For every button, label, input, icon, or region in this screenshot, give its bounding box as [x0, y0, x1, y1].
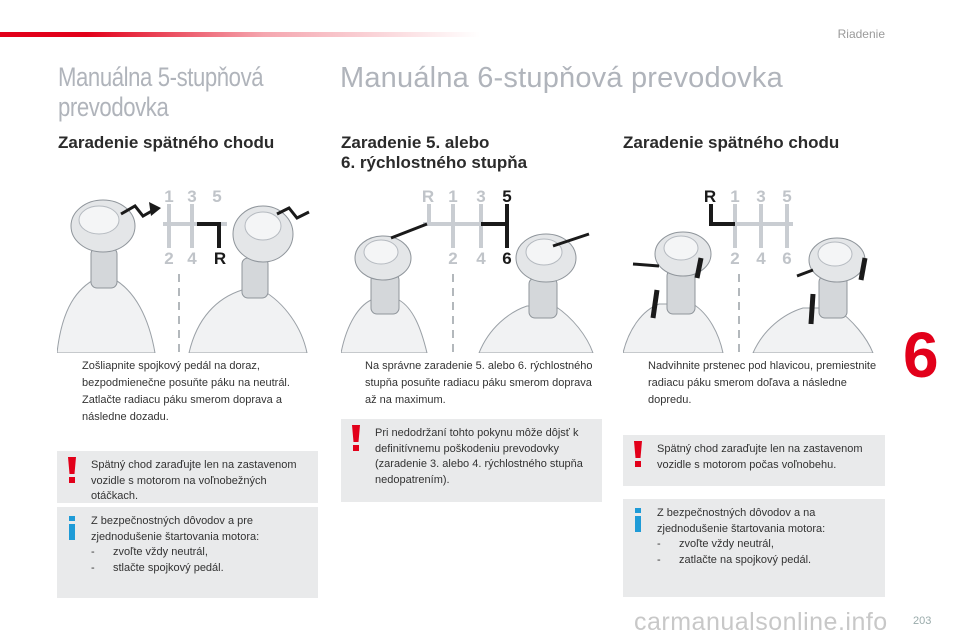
- gear-label: 4: [187, 249, 197, 268]
- warning-text: Pri nedodržaní tohto pokynu môže dôjsť k definitívnemu poškodeniu prevodovky (zaradenie 3. alebo 4. rýchlostného stupňa nedopatrením).: [375, 427, 583, 486]
- gear-diagram-6speed-reverse: [623, 178, 885, 353]
- chapter-tab[interactable]: [897, 318, 960, 392]
- heading-5th-6th-line2: 6. rýchlostného stupňa: [341, 153, 528, 172]
- instructions-5th-6th: [343, 358, 605, 409]
- warning-box: [623, 435, 885, 486]
- instruction-item: [60, 358, 322, 392]
- gear-label-5: 5: [502, 187, 512, 206]
- instruction-text: Zošliapnite spojkový pedál na doraz, bezpodmienečne posuňte páku na neutrál.: [82, 360, 290, 389]
- title-5-speed-line1: Manuálna 5-stupňová: [58, 62, 264, 92]
- dash-mark: -: [91, 546, 95, 558]
- title-6-speed: Manuálna 6-stupňová prevodovka: [340, 62, 783, 94]
- gear-label: 2: [164, 249, 174, 268]
- watermark: carmanualsonline.info: [634, 608, 888, 636]
- gear-label: R: [421, 187, 435, 206]
- title-5-speed-line2: prevodovka: [58, 92, 169, 122]
- info-list-item: [91, 561, 310, 577]
- illustration-reverse-5speed: [57, 178, 319, 353]
- info-list-text: stlačte spojkový pedál.: [113, 561, 224, 574]
- gear-label: 2: [730, 249, 740, 268]
- gear-label: 5: [212, 187, 222, 206]
- title-5-speed: [58, 62, 279, 122]
- info-intro: Z bezpečnostných dôvodov a pre zjednodušenie štartovania motora:: [91, 515, 260, 543]
- gear-label: 2: [448, 249, 458, 268]
- top-accent-bar: [0, 32, 480, 37]
- warning-icon: [632, 441, 644, 467]
- heading-reverse-5speed: Zaradenie spätného chodu: [58, 133, 275, 152]
- info-content: [91, 514, 310, 576]
- gear-label: 4: [756, 249, 766, 268]
- info-box: [623, 499, 885, 597]
- info-box: [57, 507, 318, 598]
- instruction-text: Zatlačte radiacu páku smerom doprava a následne dozadu.: [82, 394, 282, 423]
- warning-box: [57, 451, 318, 503]
- illustration-reverse-6speed: [623, 178, 885, 353]
- gear-label: 5: [782, 187, 792, 206]
- page-number: 203: [913, 615, 932, 627]
- dash-mark: -: [657, 538, 661, 550]
- gear-diagram-5speed: [57, 178, 319, 353]
- info-icon: [633, 508, 643, 532]
- gear-label-reverse: R: [213, 249, 227, 268]
- warning-text: Spätný chod zaraďujte len na zastavenom vozidle s motorom počas voľnobehu.: [657, 443, 863, 471]
- gear-label: 1: [730, 187, 740, 206]
- warning-box: [341, 419, 602, 502]
- warning-icon: [66, 457, 78, 483]
- arrow-up-icon: [811, 294, 813, 324]
- instructions-reverse-6speed: [626, 358, 888, 409]
- gear-label: 4: [476, 249, 486, 268]
- gear-diagram-6speed: [341, 178, 603, 353]
- info-list-item: [91, 545, 310, 561]
- info-list-text: zvoľte vždy neutrál,: [113, 546, 208, 558]
- gear-label-reverse: R: [703, 187, 717, 206]
- info-list-item: [657, 553, 877, 569]
- warning-text: Spätný chod zaraďujte len na zastavenom vozidle s motorom na voľnobežných otáčkach.: [91, 459, 297, 502]
- section-label: Riadenie: [837, 27, 885, 41]
- instruction-item: [343, 358, 605, 409]
- instructions-reverse-5speed: [60, 358, 322, 426]
- info-icon: [67, 516, 77, 540]
- info-list-text: zatlačte na spojkový pedál.: [679, 553, 812, 566]
- chapter-number: 6: [903, 319, 939, 391]
- gear-label-6: 6: [502, 249, 512, 268]
- heading-reverse-6speed: Zaradenie spätného chodu: [623, 133, 840, 152]
- gear-label: 1: [448, 187, 458, 206]
- gear-label: 3: [187, 187, 197, 206]
- info-intro: Z bezpečnostných dôvodov a na zjednodušenie štartovania motora:: [657, 507, 826, 535]
- instruction-text: Nadvihnite prstenec pod hlavicou, premiestnite radiacu páku smerom doľava a následne dopredu.: [648, 360, 877, 406]
- gear-label: 3: [476, 187, 486, 206]
- arrow-left-icon: [633, 264, 659, 266]
- info-list-text: zvoľte vždy neutrál,: [679, 538, 774, 550]
- instruction-item: [626, 358, 888, 409]
- illustration-5th-6th: [341, 178, 603, 353]
- heading-5th-6th-line1: Zaradenie 5. alebo: [341, 133, 490, 152]
- info-list-item: [657, 537, 877, 553]
- instruction-item: [60, 392, 322, 426]
- info-content: [657, 506, 877, 568]
- gear-label: 1: [164, 187, 174, 206]
- warning-icon: [350, 425, 362, 451]
- gear-label: 3: [756, 187, 766, 206]
- dash-mark: -: [657, 553, 661, 566]
- heading-5th-6th: [341, 133, 601, 173]
- instruction-text: Na správne zaradenie 5. alebo 6. rýchlostného stupňa posuňte radiacu páku smerom doprava až na maximum.: [365, 360, 593, 406]
- dash-mark: -: [91, 561, 95, 574]
- gear-label: 6: [782, 249, 792, 268]
